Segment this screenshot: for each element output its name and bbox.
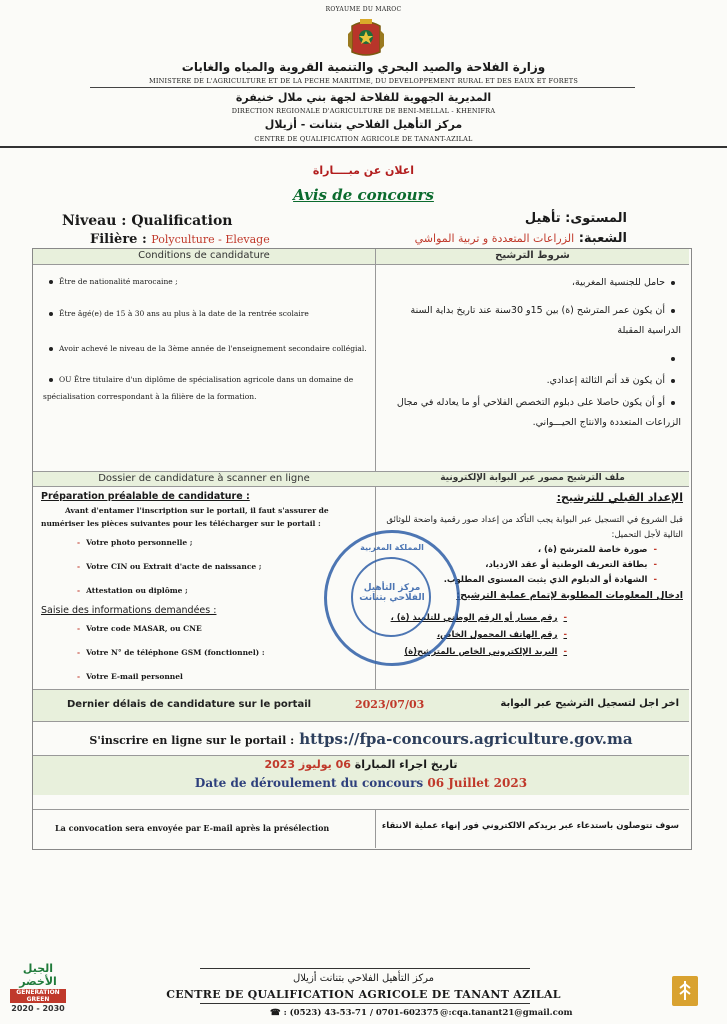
stamp-text-top: المملكة المغربية	[360, 543, 424, 552]
conditions-header-band	[33, 249, 689, 265]
header-bottom-rule	[0, 146, 727, 148]
generation-green-logo	[6, 962, 70, 1020]
centre-french: CENTRE DE QUALIFICATION AGRICOLE DE TANANT-AZILAL	[254, 135, 473, 143]
exam-date-fr-label: Date de déroulement du concours	[194, 776, 424, 790]
filiere-arabic-label: الشعبة:	[578, 231, 627, 246]
info-fr-item: - Votre E-mail personnel	[77, 672, 183, 681]
institution-logo-icon	[672, 976, 698, 1006]
footer-rule-bottom	[200, 1003, 530, 1004]
ministry-french: MINISTERE DE L'AGRICULTURE ET DE LA PECHE MARITIME, DU DEVELOPPEMENT RURAL ET DES EAUX ET FORETS	[149, 77, 578, 85]
piece-ar-item: -بطاقة التعريف الوطنية أو عقد الازدياد،	[485, 560, 657, 570]
info-ar-item: -رقم الهاتف المحمول الخاص،	[436, 630, 567, 640]
portal-label: S'inscrire en ligne sur le portail :	[89, 734, 295, 747]
convocation-row	[33, 809, 689, 847]
bullet-icon	[671, 357, 675, 361]
condition-ar-item	[383, 349, 681, 369]
prep-title-fr: Préparation préalable de candidature :	[41, 491, 250, 502]
title-french: Avis de concours	[293, 186, 434, 204]
ministry-arabic: وزارة الفلاحة والصيد البحري والتنمية القروية والمياه والغابات	[181, 60, 546, 74]
exam-date-arabic	[33, 758, 689, 771]
portal-url-link[interactable]: https://fpa-concours.agriculture.gov.ma	[299, 730, 633, 748]
deadline-label-fr: Dernier délais de candidature sur le portail	[67, 699, 312, 710]
filiere-arabic-value: الزراعات المتعددة و تربية المواشي	[414, 232, 575, 245]
piece-ar-item: -صورة خاصة للمترشح (ة) ،	[537, 545, 657, 555]
piece-fr-item: - Attestation ou diplôme ;	[77, 586, 188, 595]
pieces-list-fr	[41, 536, 371, 598]
bullet-icon	[49, 312, 53, 316]
condition-ar-item: أو أن يكون حاصلا على دبلوم التخصص الفلاحي أو ما يعادله في مجال الزراعات المتعددة والانتاج الحيـــواني.	[396, 397, 681, 428]
bullet-icon	[49, 378, 53, 382]
infos-list-fr	[41, 622, 371, 684]
direction-french: DIRECTION REGIONALE D'AGRICULTURE DE BENI-MELLAL - KHENIFRA	[231, 107, 496, 115]
conditions-list-ar	[383, 273, 681, 433]
condition-ar-item: أن يكون قد أتم الثالثة إعدادي.	[383, 371, 681, 391]
centre-arabic: مركز التأهيل الفلاحي بتنانت - أزيلال	[264, 118, 463, 131]
prep-text-fr: Avant d'entamer l'inscription sur le portail, il faut s'assurer de numériser les pièces suivantes pour les télécharger sur le portail :	[41, 506, 329, 528]
info-ar-item: -البريد الإلكتروني الخاص بالمترشح(ة)	[404, 647, 567, 657]
stamp-text-center: مركز التأهيل الفلاحي بتنانت	[359, 583, 425, 603]
phone-icon: ☎	[270, 1008, 281, 1018]
exam-date-fr-value: 06 Juillet 2023	[427, 776, 528, 790]
footer-email: @:cqa.tanant21@gmail.com	[440, 1008, 573, 1018]
footer-arabic: مركز التأهيل الفلاحي بتنانت أزيلال	[292, 973, 435, 984]
exam-date-ar-value: 06 يوليوز 2023	[264, 758, 351, 771]
filiere-value: Polyculture - Elevage	[151, 233, 270, 246]
conditions-list-fr	[43, 273, 368, 405]
deadline-label-ar: اخر اجل لتسجيل الترشيح عبر البوابة	[500, 698, 679, 709]
niveau-label: Niveau : Qualification	[62, 213, 233, 229]
footer-phone: ☎ : (0523) 43-53-71 / 0701-602375	[270, 1008, 439, 1018]
dossier-header-band	[33, 471, 689, 487]
bullet-icon	[671, 401, 675, 405]
condition-fr-item: Être âgé(e) de 15 à 30 ans au plus à la date de la rentrée scolaire	[43, 305, 368, 322]
condition-fr-item: Être de nationalité marocaine ;	[43, 273, 368, 290]
convocation-divider	[375, 810, 376, 848]
prep-text-ar: قبل الشروع في التسجيل عبر البوابة يجب التأكد من إعداد صور رقمية واضحة للوثائق التالية لأجل التحميل:	[386, 515, 683, 540]
green-logo-ar: الجيل الأخضر	[19, 962, 57, 988]
filiere-label: Filière :	[90, 232, 147, 247]
bullet-icon	[671, 379, 675, 383]
green-logo-years: 2020 - 2030	[11, 1004, 65, 1013]
portal-row	[33, 721, 689, 755]
prep-title-ar: الإعداد القبلي للترشيح:	[556, 491, 683, 504]
condition-ar-item: حامل للجنسية المغربية،	[383, 273, 681, 293]
info-fr-item: - Votre code MASAR, ou CNE	[77, 624, 202, 633]
bullet-icon	[671, 309, 675, 313]
portal-line	[33, 729, 689, 748]
bullet-icon	[49, 280, 53, 284]
footer-rule	[200, 968, 530, 969]
official-stamp	[324, 530, 460, 666]
condition-ar-item: أن يكون عمر المترشح (ة) بين 15و 30سنة عند تاريخ بداية السنة الدراسية المقبلة	[410, 305, 681, 336]
niveau-arabic: المستوى: تأهيل	[524, 211, 627, 226]
convocation-fr: La convocation sera envoyée par E-mail après la présélection	[55, 823, 330, 833]
convocation-ar: سوف تتوصلون باستدعاء عبر بريدكم الالكتروني فور إنهاء عملية الانتقاء	[381, 821, 679, 831]
bullet-icon	[671, 281, 675, 285]
conditions-header-ar: شروط الترشيح	[495, 250, 570, 261]
exam-date-french	[33, 776, 689, 790]
condition-fr-item: OU Être titulaire d'un diplôme de spécialisation agricole dans un domaine de spécialisation correspondant à la filière de la formation.	[43, 375, 354, 401]
piece-ar-item: -الشهادة أو الدبلوم الذي يثبت المستوى المطلوب.	[443, 575, 657, 585]
green-logo-fr: GÉNÉRATION GREEN	[10, 989, 66, 1003]
header-divider	[90, 87, 635, 88]
bullet-icon	[49, 347, 53, 351]
direction-arabic: المديرية الجهوية للفلاحة لجهة بني ملال خنيفرة	[235, 91, 492, 104]
info-fr-item: - Votre N° de téléphone GSM (fonctionnel) :	[77, 648, 265, 657]
piece-fr-item: - Votre CIN ou Extrait d'acte de naissance ;	[77, 562, 262, 571]
dossier-header-ar: ملف الترشيح مصور عبر البوابة الإلكترونية	[440, 473, 625, 483]
piece-fr-item: - Votre photo personnelle ;	[77, 538, 193, 547]
footer-french: CENTRE DE QUALIFICATION AGRICOLE DE TANANT AZILAL	[166, 988, 561, 1001]
filiere-arabic-row	[327, 231, 627, 246]
filiere-row	[90, 232, 270, 247]
conditions-header-fr: Conditions de candidature	[138, 250, 270, 261]
saisie-title-ar: ادخال المعلومات المطلوبة لإتمام عملية الترشيح:	[456, 590, 683, 601]
exam-date-ar-label: تاريخ اجراء المباراة	[354, 758, 458, 771]
info-ar-item: -رقم مسار أو الرقم الوطني للتلميذ (ة) ،	[390, 613, 567, 623]
saisie-title-fr: Saisie des informations demandées :	[41, 605, 217, 616]
coat-of-arms-emblem	[346, 16, 386, 58]
dossier-fr	[41, 490, 371, 684]
exam-date-row	[33, 755, 689, 795]
royaume-text: ROYAUME DU MAROC	[325, 6, 402, 13]
dossier-header-fr: Dossier de candidature à scanner en ligne	[98, 473, 310, 484]
deadline-date: 2023/07/03	[355, 698, 425, 711]
title-arabic: اعلان عن مبــــاراة	[312, 164, 415, 177]
deadline-row	[33, 689, 689, 721]
condition-fr-item: Avoir achevé le niveau de la 3ème année de l'enseignement secondaire collégial.	[43, 340, 368, 357]
